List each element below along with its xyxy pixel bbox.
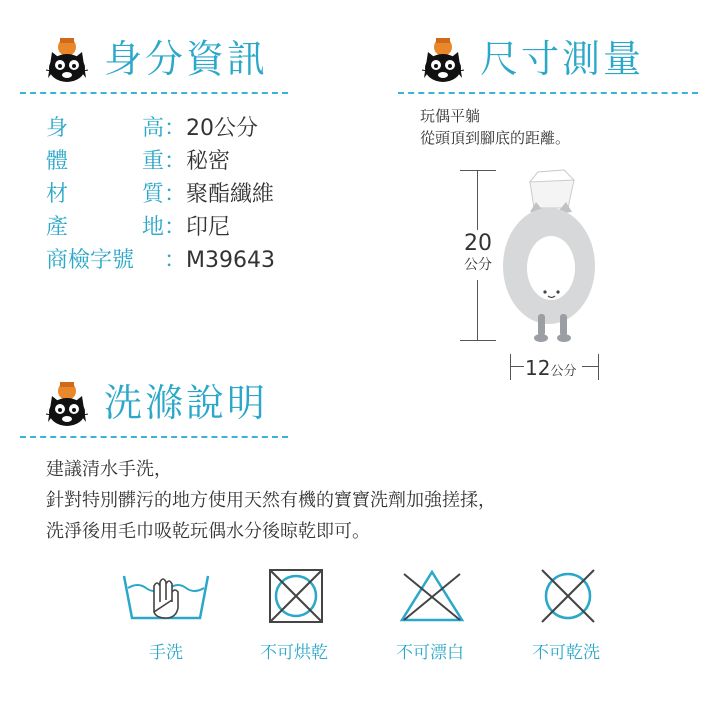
- spec-row-inspection: 商檢字號 ： M39643: [46, 248, 275, 273]
- spec-label: 產 地: [46, 215, 164, 240]
- profile-divider: [20, 92, 288, 94]
- cat-mascot-icon: [42, 34, 92, 84]
- care-label: 不可烘乾: [260, 643, 328, 663]
- height-unit: 公分: [464, 257, 492, 273]
- spec-label: 身 高: [46, 116, 164, 141]
- height-measure-line: [477, 170, 478, 230]
- size-note-line2: 從頭頂到腳底的距離。: [420, 129, 571, 147]
- spec-value: 20公分: [186, 116, 258, 141]
- care-label: 手洗: [149, 643, 183, 663]
- width-unit: 公分: [550, 364, 577, 379]
- no-dry-clean-icon: [516, 568, 616, 624]
- care-label: 不可漂白: [396, 643, 464, 663]
- size-note-line1: 玩偶平躺: [420, 107, 481, 125]
- profile-title: 身分資訊: [104, 37, 269, 81]
- spec-row-material: 材 質 ： 聚酯纖維: [46, 182, 275, 207]
- spec-label: 體 重: [46, 149, 164, 174]
- width-measure-left: [510, 354, 511, 380]
- spec-row-weight: 體 重 ： 秘密: [46, 149, 231, 174]
- size-title: 尺寸測量: [480, 37, 645, 81]
- spec-row-height: 身 高 ： 20公分: [46, 116, 258, 141]
- washing-header: [42, 378, 268, 428]
- ring-plush-image: [494, 168, 604, 348]
- height-measure-top: [460, 170, 496, 171]
- height-value: 20: [464, 231, 492, 256]
- care-item-no-dry-clean: [506, 568, 626, 663]
- spec-label: 商檢字號: [46, 248, 135, 273]
- washing-line3: 洗淨後用毛巾吸乾玩偶水分後晾乾即可。: [46, 521, 370, 542]
- washing-line2: 針對特別髒污的地方使用天然有機的寶寶洗劑加強搓揉，: [46, 490, 496, 511]
- washing-line1: 建議清水手洗，: [46, 459, 172, 480]
- spec-row-origin: 產 地 ： 印尼: [46, 215, 231, 240]
- cat-mascot-icon: [418, 34, 468, 84]
- care-item-hand-wash: [106, 568, 226, 663]
- size-divider: [398, 92, 698, 94]
- size-header: [418, 34, 644, 84]
- care-item-no-tumble-dry: [234, 568, 354, 663]
- no-tumble-dry-icon: [244, 568, 344, 624]
- width-measure-line: [510, 366, 524, 367]
- washing-title: 洗滌說明: [104, 381, 269, 425]
- width-value: 12: [525, 356, 551, 380]
- washing-divider: [20, 436, 288, 438]
- profile-header: [42, 34, 268, 84]
- spec-value: 聚酯纖維: [186, 182, 275, 207]
- height-measure-bottom: [460, 340, 496, 341]
- spec-value: 印尼: [186, 215, 231, 240]
- cat-mascot-icon: [42, 378, 92, 428]
- spec-value: M39643: [186, 248, 275, 273]
- care-label: 不可乾洗: [532, 643, 600, 663]
- hand-wash-icon: [116, 568, 216, 624]
- height-measure-line: [477, 280, 478, 340]
- width-measure-line: [582, 366, 598, 367]
- spec-value: 秘密: [186, 149, 231, 174]
- no-bleach-icon: [380, 568, 480, 624]
- width-label: [525, 356, 576, 380]
- width-measure-right: [598, 354, 599, 380]
- care-item-no-bleach: [370, 568, 490, 663]
- spec-label: 材 質: [46, 182, 164, 207]
